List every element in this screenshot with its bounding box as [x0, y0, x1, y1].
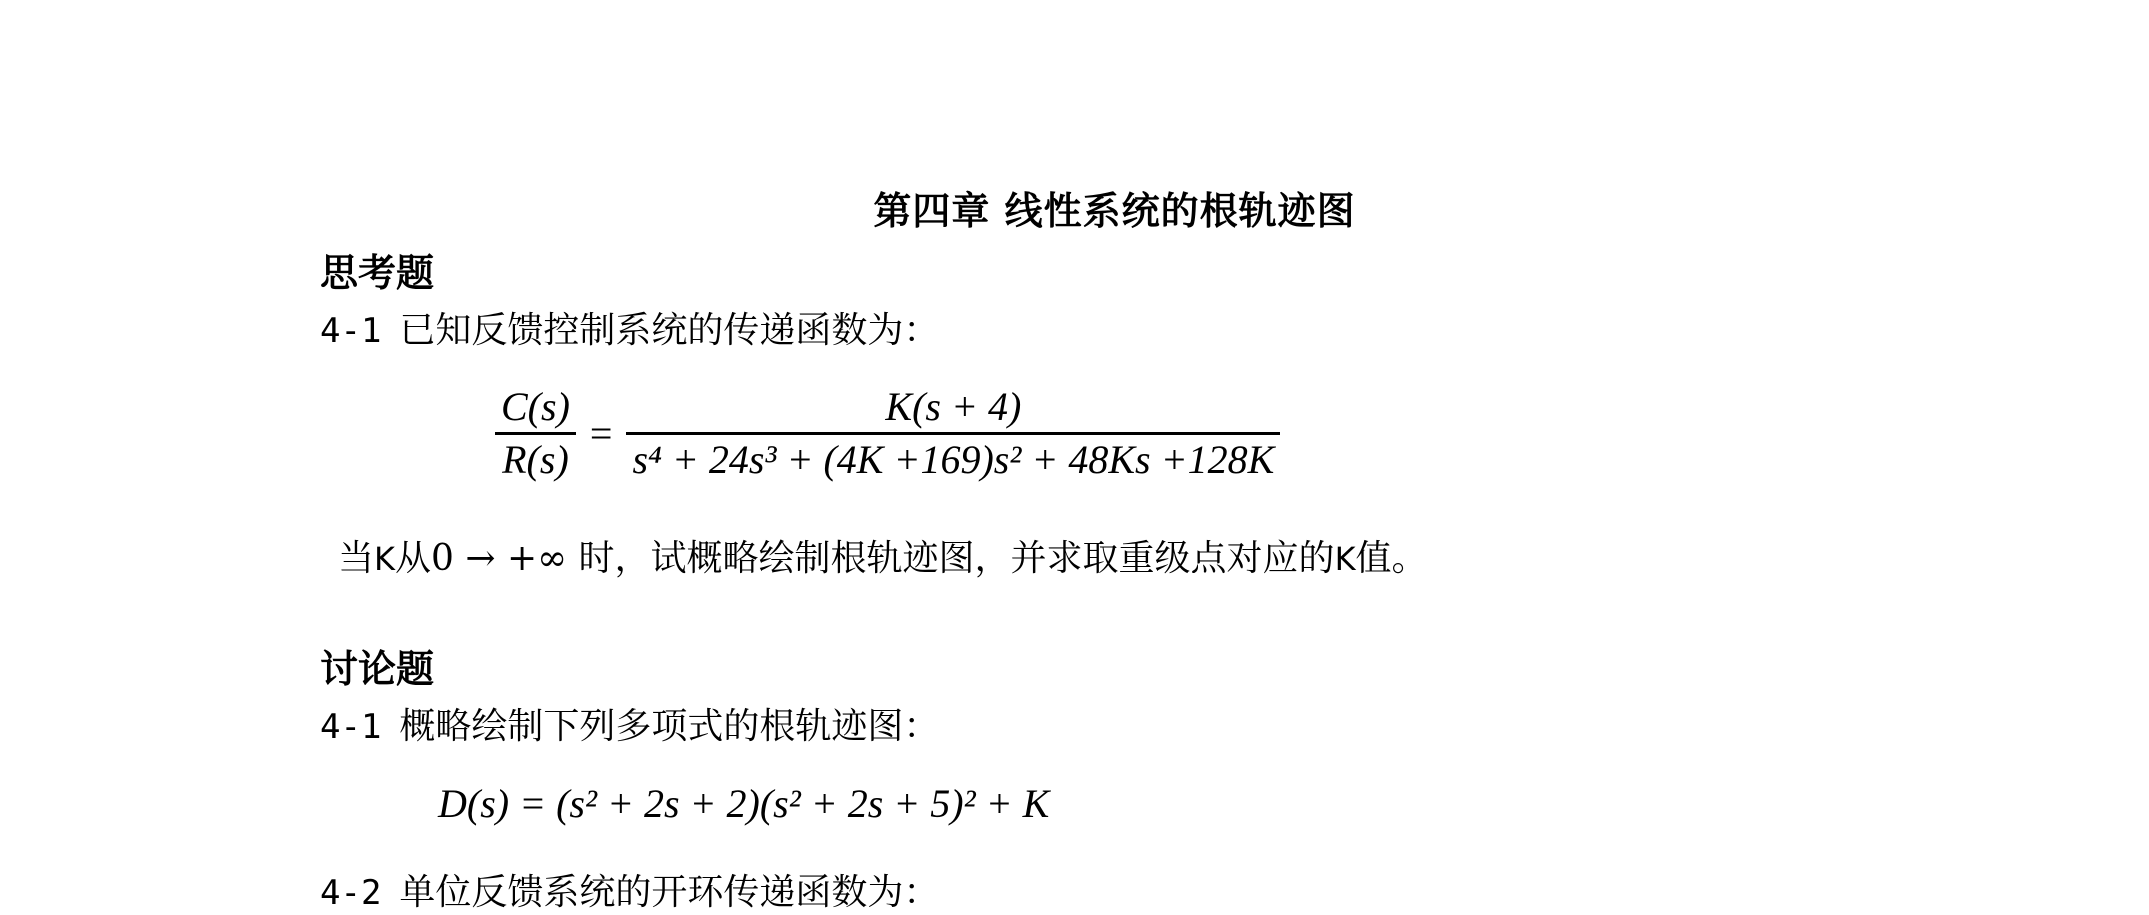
rhs-denominator: s⁴ + 24s³ + (4K +169)s² + 48Ks +128K	[632, 437, 1275, 482]
sentence-suffix: 值。	[1355, 538, 1428, 579]
problem-number: 4-1	[320, 707, 382, 747]
problem-number: 4-2	[320, 873, 382, 913]
discussion-problem-4-2	[320, 864, 939, 915]
chapter-title: 第四章 线性系统的根轨迹图	[873, 189, 1356, 233]
k-symbol: K	[374, 540, 395, 578]
problem-text: 概略绘制下列多项式的根轨迹图：	[399, 706, 940, 747]
transfer-function-equation	[495, 382, 1280, 485]
sentence-middle: 从0 → +∞ 时，试概略绘制根轨迹图，并求取重级点对应的	[395, 538, 1335, 579]
discussion-section-heading: 讨论题	[320, 647, 435, 691]
k-symbol: K	[1334, 540, 1356, 578]
lhs-numerator: C(s)	[501, 384, 570, 429]
thinking-problem-4-1	[320, 302, 939, 353]
lhs-fraction	[495, 382, 576, 485]
rhs-fraction	[626, 382, 1280, 485]
discussion-problem-4-1	[320, 698, 939, 749]
rhs-numerator: K(s + 4)	[885, 384, 1022, 429]
lhs-denominator: R(s)	[502, 437, 569, 482]
equals-sign: =	[589, 411, 613, 456]
thinking-section-heading: 思考题	[320, 251, 435, 295]
problem-text: 单位反馈系统的开环传递函数为：	[399, 872, 940, 913]
problem-number: 4-1	[320, 311, 382, 351]
sentence-prefix: 当	[338, 538, 375, 579]
question-sentence	[338, 530, 1428, 581]
polynomial-equation: D(s) = (s² + 2s + 2)(s² + 2s + 5)² + K	[438, 781, 1050, 826]
problem-text: 已知反馈控制系统的传递函数为：	[399, 310, 940, 351]
